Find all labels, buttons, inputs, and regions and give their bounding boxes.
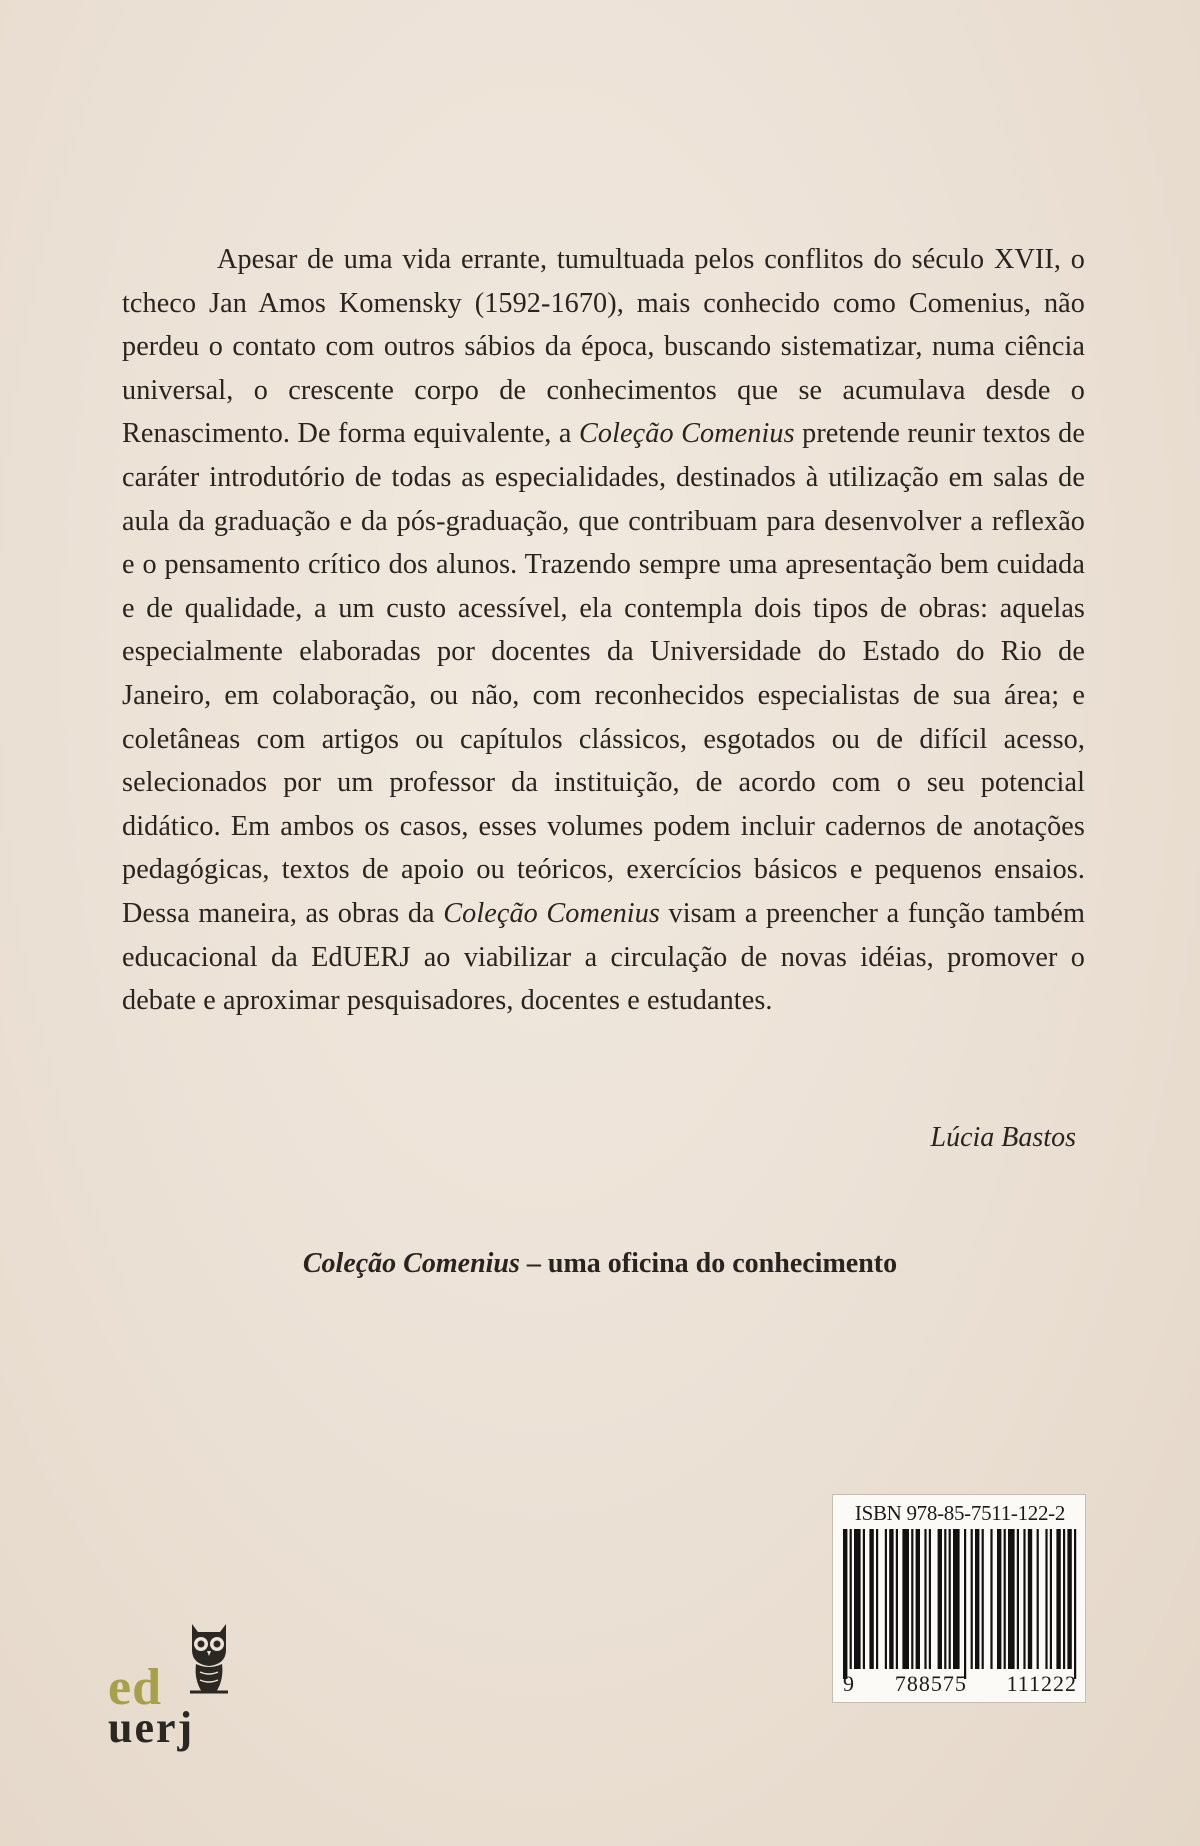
barcode-digit-lead: 9	[843, 1671, 855, 1696]
barcode-bar	[902, 1529, 909, 1669]
barcode-bar	[889, 1529, 893, 1669]
author-signature: Lúcia Bastos	[930, 1122, 1076, 1153]
barcode-bar	[896, 1529, 898, 1669]
synopsis-series-name-1: Coleção Comenius	[579, 418, 795, 450]
barcode-bar	[997, 1529, 1001, 1669]
barcode-bar	[1008, 1529, 1015, 1669]
barcode-bar	[1067, 1529, 1071, 1669]
synopsis-text-1: Apesar de uma vida errante, tumultuada pelos conflitos do século XVII, o tcheco Jan Amos Komensky (1592-1670), mais conhecido como Comenius, não perdeu o contato com outros sábios da época, buscando sistematizar, numa ciência universal, o crescente corpo de conhecimentos que se acumulava desde o Renascimento. De forma equivalente, a	[122, 244, 1085, 450]
barcode-bar	[971, 1529, 973, 1669]
barcode-bar	[916, 1529, 920, 1669]
barcode-bar	[924, 1529, 926, 1669]
series-tagline	[0, 1248, 1200, 1280]
barcode-bar	[949, 1529, 951, 1669]
barcode-digit-group-left: 788575	[894, 1671, 967, 1696]
barcode-bar	[944, 1529, 946, 1669]
barcode-bar	[1056, 1529, 1060, 1669]
barcode-bar	[1028, 1529, 1032, 1669]
barcode-bar	[869, 1529, 873, 1669]
barcode-bar	[854, 1529, 861, 1669]
synopsis-text-2: pretende reunir textos de caráter introdutório de todas as especialidades, destinados à utilização em salas de aula da graduação e da pós-graduação, que contribuam para desenvolver a reflexão e o pensamento crítico dos alunos. Trazendo sempre uma apresentação bem cuidada e de qualidade, a um custo acessível, ela contempla dois tipos de obras: aquelas especialmente elaboradas por docentes da Universidade do Estado do Rio de Janeiro, em colaboração, ou não, com reconhecidos especialistas de sua área; e coletâneas com artigos ou capítulos clássicos, esgotados ou de difícil acesso, selecionados por um professor da instituição, de acordo com o seu potencial didático. Em ambos os casos, esses volumes podem incluir cadernos de anotações pedagógicas, textos de apoio ou teóricos, exercícios básicos e pequenos ensaios. Dessa maneira, as obras da	[122, 418, 1085, 929]
barcode-bar	[911, 1529, 913, 1669]
owl-icon	[186, 1620, 232, 1700]
isbn-barcode	[832, 1494, 1086, 1703]
barcode-bar	[975, 1529, 979, 1669]
barcode-bar	[843, 1529, 847, 1679]
barcode-bar	[1050, 1529, 1052, 1669]
barcode-bar	[982, 1529, 984, 1669]
barcode-bar	[1004, 1529, 1006, 1669]
synopsis-series-name-2: Coleção Comenius	[443, 897, 660, 929]
barcode-bar	[850, 1529, 852, 1669]
barcode-bar	[929, 1529, 931, 1669]
barcode-bar	[1063, 1529, 1065, 1669]
barcode-bar	[876, 1529, 878, 1669]
barcode-bar	[885, 1529, 887, 1669]
barcode-bar	[1037, 1529, 1039, 1669]
tagline-rest: – uma oficina do conhecimento	[519, 1248, 898, 1279]
barcode-bar	[1017, 1529, 1019, 1669]
barcode-digits	[843, 1671, 1077, 1697]
isbn-label: ISBN 978-85-7511-122-2	[854, 1501, 1066, 1525]
barcode-bar	[964, 1529, 966, 1679]
synopsis-text-3: visam a preencher a função também educacional da EdUERJ ao viabilizar a circulação de novas idéias, promover o debate e aproximar pesquisadores, docentes e estudantes.	[122, 897, 1085, 1017]
barcode-bar	[1023, 1529, 1025, 1669]
barcode-bars	[843, 1529, 1077, 1679]
barcode-digit-group-right: 111222	[1006, 1671, 1077, 1696]
barcode-bar	[863, 1529, 865, 1669]
logo-uerj-text: uerj	[108, 1703, 195, 1752]
logo-ed-text: ed	[108, 1659, 162, 1716]
eduerj-logo	[108, 1620, 248, 1770]
barcode-bar	[1045, 1529, 1047, 1669]
synopsis-paragraph	[122, 238, 1085, 1023]
barcode-bar	[1074, 1529, 1076, 1679]
barcode-bar	[953, 1529, 960, 1669]
tagline-series-name: Coleção Comenius	[302, 1248, 520, 1279]
barcode-bar	[938, 1529, 942, 1669]
barcode-bar	[990, 1529, 992, 1669]
